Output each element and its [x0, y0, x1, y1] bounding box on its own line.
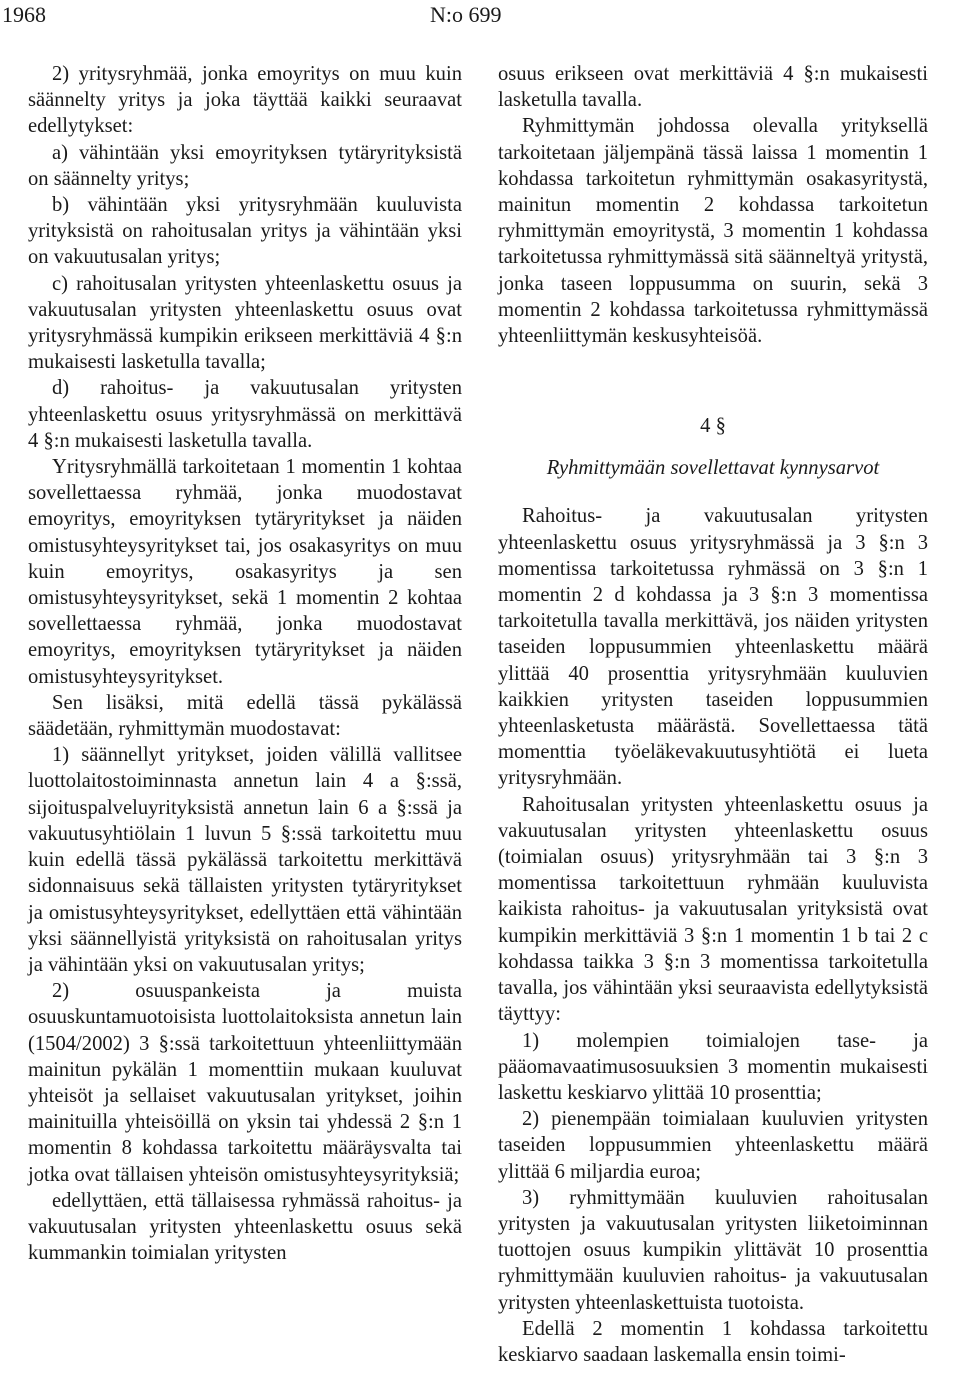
section-title: Ryhmittymään sovellettavat kynnysarvot: [546, 457, 880, 480]
paragraph: 3) ryhmittymään kuuluvien rahoitusalan yritysten ja vakuutusalan yritysten liiketoiminnan tuottojen osuus kumpikin ylittävät 10 prosenttia ryhmittymään kuuluvien rahoitus- ja vakuutusalan yritysten yhteenlaskettuista tuotoista.: [498, 1186, 928, 1314]
paragraph: edellyttäen, että tällaisessa ryhmässä rahoitus- ja vakuutusalan yritysten yhteenlaskettu osuus sekä kummankin toimialan yritysten: [28, 1189, 462, 1265]
paragraph: c) rahoitusalan yritysten yhteenlaskettu osuus ja vakuutusalan yritysten yhteenlaskettu osuus ovat yritysryhmässä kumpikin erikseen merkittäviä 4 §:n mukaisesti lasketulla tavalla;: [28, 272, 462, 374]
paragraph: Rahoitus- ja vakuutusalan yritysten yhteenlaskettu osuus yritysryhmässä ja 3 §:n 3 momentissa tarkoitetussa ryhmässä on 3 §:n 1 momentin 2 d kohdassa ja 3 §:n 3 momentissa tarkoitetulla tavalla merkittävä, jos näiden yritysten taseiden loppusummien yhteenlaskettu määrä ylittää 40 prosenttia yritysryhmään kuuluvien kaikkien yritysten taseiden loppusummien yhteenlasketusta määrästä. Sovellettaessa tätä momenttia työeläkevakuutusyhtiötä ei lueta yritysryhmään.: [498, 505, 928, 790]
paragraph: a) vähintään yksi emoyrityksen tytäryrityksistä on säännelty yritys;: [28, 141, 462, 190]
right-column: [498, 61, 928, 1368]
paragraph: Rahoitusalan yritysten yhteenlaskettu osuus ja vakuutusalan yritysten yhteenlaskettu osuus (toimialan osuus) yritysryhmään tai 3 §:n 3 momentissa tarkoitettuun ryhmään kuuluvista kaikista rahoitus- ja vakuutusalan yrityksistä ovat kumpikin merkittäviä 3 §:n 1 momentin 1 b tai 2 c kohdassa taikka 3 §:n 3 momentissa tarkoitetulla tavalla, jos vähintään yksi seuraavista edellytyksistä täyttyy:: [498, 793, 928, 1026]
paragraph: 1) säännellyt yritykset, joiden välillä vallitsee luottolaitostoiminnasta annetun lain 4 a §:ssä, sijoituspalveluyrityksistä annetun lain 6 a §:ssä ja vakuutusyhtiölain 1 luvun 5 §:ssä tarkoitettu muu kuin edellä tässä pykälässä tarkoitettu merkittävä sidonnaisuus sekä tällaisten yritysten tytäryritykset ja omistusyhteysyritykset, edellyttäen että vähintään yksi säännellyistä yrityksistä on rahoitusalan yritys ja vähintään yksi on vakuutusalan yritys;: [28, 744, 462, 976]
paragraph: 2) osuuspankeista ja muista osuuskuntamuotoisista luottolaitoksista annetun lain (1504/2002) 3 §:ssä tarkoitettuun yhteenliittymään mainitun pykälän 1 momenttiin mukaan kuuluvat yhteisöt ja sellaiset vakuutusalan yritykset, joihin mainituilla yhteisöillä on yksin tai yhdessä 2 §:n 1 momentin 8 kohdassa tarkoitettu määräysvalta tai jotka ovat tällaisen yhteisön omistusyhteysyrityksiä;: [28, 980, 462, 1186]
paragraph: Ryhmittymän johdossa olevalla yrityksellä tarkoitetaan jäljempänä tässä laissa 1 momentin 1 kohdassa tarkoitetun ryhmittymän osakasyritystä, mainitun momentin 2 kohdassa tarkoitetun ryhmittymän emoyritystä, 3 momentin 1 kohdassa tarkoitetussa ryhmittymässä sitä säänneltyä yritystä, jonka taseen loppusumma on suurin, sekä 3 momentin 2 kohdassa tarkoitetussa ryhmittymässä yhteenliittymän keskusyhteisöä.: [498, 115, 928, 348]
paragraph: d) rahoitus- ja vakuutusalan yritysten yhteenlaskettu osuus yritysryhmässä on merkittävä 4 §:n mukaisesti lasketulla tavalla.: [28, 377, 462, 452]
paragraph: 2) pienempään toimialaan kuuluvien yritysten taseiden loppusummien yhteenlaskettu määrä ylittää 6 miljardia euroa;: [498, 1108, 928, 1183]
issue-number: N:o 699: [430, 2, 502, 27]
paragraph: Sen lisäksi, mitä edellä tässä pykälässä säädetään, ryhmittymän muodostavat:: [28, 691, 462, 741]
page-header: [0, 0, 960, 30]
paragraph: osuus erikseen ovat merkittäviä 4 §:n mukaisesti lasketulla tavalla.: [498, 63, 928, 112]
section-heading: 4 §: [700, 415, 726, 438]
paragraph: Edellä 2 momentin 1 kohdassa tarkoitettu keskiarvo saadaan laskemalla ensin toimi-: [498, 1317, 928, 1366]
paragraph: Yritysryhmällä tarkoitetaan 1 momentin 1 kohtaa sovellettaessa ryhmää, jonka muodostavat emoyritys, emoyrityksen tytäryritykset ja näiden omistusyhteysyritykset tai, jos osakasyritys on muu kuin emoyritys, osakasyritys ja sen omistusyhteysyritykset, sekä 1 momentin 2 kohtaa sovellettaessa ryhmää, jonka muodostavat emoyritys, emoyrityksen tytäryritykset ja näiden omistusyhteysyritykset.: [28, 456, 462, 688]
left-column: [28, 61, 462, 1266]
paragraph: 1) molempien toimialojen tase- ja pääomavaatimusosuuksien 3 momentin mukaisesti laskettu keskiarvo ylittää 10 prosenttia;: [498, 1029, 928, 1104]
paragraph: b) vähintään yksi yritysryhmään kuuluvista yrityksistä on rahoitusalan yritys ja vähintään yksi on vakuutusalan yritys;: [28, 194, 462, 269]
paragraph: 2) yritysryhmää, jonka emoyritys on muu kuin säännelty yritys ja joka täyttää kaikki seuraavat edellytykset:: [28, 63, 462, 138]
page-number: 1968: [2, 2, 46, 27]
